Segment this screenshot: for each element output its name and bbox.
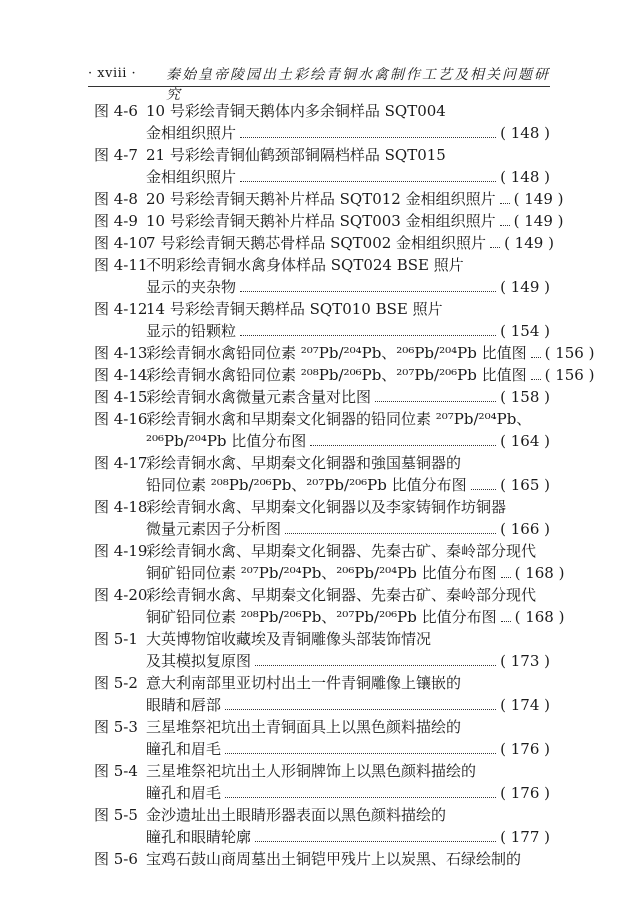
figure-caption: 不明彩绘青铜水禽身体样品 SQT024 BSE 照片	[146, 256, 464, 274]
figure-entry	[94, 804, 550, 848]
page-ref: ( 148 )	[500, 124, 550, 142]
figure-caption: 彩绘青铜水禽微量元素含量对比图	[146, 388, 372, 406]
figure-entry	[94, 408, 550, 452]
page-ref: ( 149 )	[513, 212, 564, 230]
page-ref: ( 149 )	[500, 278, 550, 296]
figure-list	[94, 100, 595, 870]
figure-caption: 意大利南部里亚切村出土一件青铜雕像上镶嵌的	[146, 674, 462, 692]
figure-number: 图 4-13	[94, 344, 148, 362]
figure-caption: 金相组织照片	[146, 124, 237, 142]
leader-dots	[531, 379, 541, 380]
leader-dots	[310, 445, 496, 446]
figure-caption: 彩绘青铜水禽、早期秦文化铜器、先秦古矿、秦岭部分现代	[146, 586, 537, 604]
figure-number: 图 4-20	[94, 586, 148, 604]
figure-entry	[94, 254, 550, 298]
figure-entry	[94, 848, 550, 870]
figure-caption: 三星堆祭祀坑出土人形铜牌饰上以黑色颜料描绘的	[146, 762, 477, 780]
leader-dots	[501, 577, 511, 578]
figure-caption: 铅同位素 ²⁰⁸Pb/²⁰⁶Pb、²⁰⁷Pb/²⁰⁶Pb 比值分布图	[146, 476, 467, 494]
figure-caption: 显示的夹杂物	[146, 278, 237, 296]
figure-entry	[94, 364, 595, 386]
figure-number: 图 4-19	[94, 542, 148, 560]
page-ref: ( 165 )	[500, 476, 550, 494]
figure-entry	[94, 342, 595, 364]
figure-caption: 眼睛和唇部	[146, 696, 222, 714]
figure-caption: 21 号彩绘青铜仙鹤颈部铜隔档样品 SQT015	[146, 146, 446, 164]
figure-entry	[94, 298, 550, 342]
figure-number: 图 5-3	[94, 718, 138, 736]
page-ref: ( 173 )	[500, 652, 550, 670]
leader-dots	[225, 709, 496, 710]
page-ref: ( 148 )	[500, 168, 550, 186]
running-title: 秦始皇帝陵园出土彩绘青铜水禽制作工艺及相关问题研究	[166, 67, 550, 103]
figure-number: 图 4-8	[94, 190, 138, 208]
leader-dots	[240, 181, 496, 182]
figure-entry	[94, 210, 564, 232]
page-ref: ( 164 )	[500, 432, 550, 450]
leader-dots	[375, 401, 496, 402]
figure-caption: 及其模拟复原图	[146, 652, 252, 670]
running-header	[88, 64, 550, 103]
figure-caption: 20 号彩绘青铜天鹅补片样品 SQT012 金相组织照片	[146, 190, 496, 208]
leader-dots	[500, 225, 510, 226]
leader-dots	[531, 357, 541, 358]
figure-caption: 微量元素因子分析图	[146, 520, 282, 538]
page-ref: ( 168 )	[514, 564, 565, 582]
figure-number: 图 4-16	[94, 410, 148, 428]
figure-caption: 14 号彩绘青铜天鹅样品 SQT010 BSE 照片	[146, 300, 443, 318]
leader-dots	[255, 665, 496, 666]
figure-caption: 瞳孔和眉毛	[146, 740, 222, 758]
page-ref: ( 149 )	[504, 234, 554, 252]
leader-dots	[225, 797, 496, 798]
figure-caption: 7 号彩绘青铜天鹅芯骨样品 SQT002 金相组织照片	[146, 234, 487, 252]
page-number: · xviii ·	[88, 66, 137, 81]
leader-dots	[240, 335, 496, 336]
figure-entry	[94, 760, 550, 804]
figure-caption: 彩绘青铜水禽、早期秦文化铜器、先秦古矿、秦岭部分现代	[146, 542, 537, 560]
figure-caption: 瞳孔和眼睛轮廓	[146, 828, 252, 846]
figure-number: 图 5-5	[94, 806, 138, 824]
figure-entry	[94, 232, 554, 254]
figure-number: 图 4-15	[94, 388, 148, 406]
figure-caption: 彩绘青铜水禽铅同位素 ²⁰⁷Pb/²⁰⁴Pb、²⁰⁶Pb/²⁰⁴Pb 比值图	[146, 344, 527, 362]
leader-dots	[471, 489, 497, 490]
figure-number: 图 5-1	[94, 630, 138, 648]
figure-caption: 三星堆祭祀坑出土青铜面具上以黑色颜料描绘的	[146, 718, 462, 736]
figure-caption: 铜矿铅同位素 ²⁰⁸Pb/²⁰⁶Pb、²⁰⁷Pb/²⁰⁶Pb 比值分布图	[146, 608, 497, 626]
figure-number: 图 5-2	[94, 674, 138, 692]
figure-caption: 大英博物馆收藏埃及青铜雕像头部装饰情况	[146, 630, 432, 648]
figure-caption: 彩绘青铜水禽和早期秦文化铜器的铅同位素 ²⁰⁷Pb/²⁰⁴Pb、	[146, 410, 532, 428]
figure-caption: 彩绘青铜水禽、早期秦文化铜器和強国墓铜器的	[146, 454, 462, 472]
figure-entry	[94, 188, 564, 210]
page-ref: ( 176 )	[500, 784, 550, 802]
figure-number: 图 4-6	[94, 102, 138, 120]
leader-dots	[255, 841, 496, 842]
figure-number: 图 4-17	[94, 454, 148, 472]
page-ref: ( 177 )	[500, 828, 550, 846]
figure-entry	[94, 584, 565, 628]
figure-entry	[94, 100, 550, 144]
leader-dots	[240, 137, 496, 138]
figure-number: 图 4-10	[94, 234, 148, 252]
figure-number: 图 5-4	[94, 762, 138, 780]
page-ref: ( 154 )	[500, 322, 550, 340]
figure-entry	[94, 672, 550, 716]
figure-number: 图 4-7	[94, 146, 138, 164]
figure-caption: 显示的铅颗粒	[146, 322, 237, 340]
figure-caption: 瞳孔和眉毛	[146, 784, 222, 802]
figure-caption: 铜矿铅同位素 ²⁰⁷Pb/²⁰⁴Pb、²⁰⁶Pb/²⁰⁴Pb 比值分布图	[146, 564, 497, 582]
leader-dots	[240, 291, 496, 292]
page-ref: ( 166 )	[500, 520, 550, 538]
figure-entry	[94, 628, 550, 672]
page-ref: ( 176 )	[500, 740, 550, 758]
page-ref: ( 168 )	[514, 608, 565, 626]
figure-caption: 宝鸡石鼓山商周墓出土铜铠甲残片上以炭黑、石绿绘制的	[146, 850, 522, 868]
figure-entry	[94, 452, 550, 496]
leader-dots	[500, 203, 510, 204]
figure-caption: ²⁰⁶Pb/²⁰⁴Pb 比值分布图	[146, 432, 307, 450]
leader-dots	[285, 533, 496, 534]
figure-caption: 10 号彩绘青铜天鹅体内多余铜样品 SQT004	[146, 102, 446, 120]
page-ref: ( 149 )	[513, 190, 564, 208]
figure-number: 图 4-18	[94, 498, 148, 516]
page-ref: ( 174 )	[500, 696, 550, 714]
figure-number: 图 4-14	[94, 366, 148, 384]
figure-caption: 金沙遗址出土眼睛形器表面以黑色颜料描绘的	[146, 806, 447, 824]
figure-entry	[94, 386, 550, 408]
leader-dots	[225, 753, 496, 754]
leader-dots	[501, 621, 511, 622]
figure-caption: 金相组织照片	[146, 168, 237, 186]
figure-entry	[94, 144, 550, 188]
figure-entry	[94, 496, 550, 540]
figure-caption: 彩绘青铜水禽铅同位素 ²⁰⁸Pb/²⁰⁶Pb、²⁰⁷Pb/²⁰⁶Pb 比值图	[146, 366, 527, 384]
leader-dots	[490, 247, 500, 248]
figure-caption: 10 号彩绘青铜天鹅补片样品 SQT003 金相组织照片	[146, 212, 496, 230]
figure-caption: 彩绘青铜水禽、早期秦文化铜器以及李家铸铜作坊铜器	[146, 498, 507, 516]
page-ref: ( 156 )	[544, 366, 595, 384]
figure-entry	[94, 540, 565, 584]
figure-number: 图 4-9	[94, 212, 138, 230]
page-ref: ( 156 )	[544, 344, 595, 362]
page-ref: ( 158 )	[500, 388, 550, 406]
figure-number: 图 4-12	[94, 300, 148, 318]
figure-number: 图 4-11	[94, 256, 148, 274]
figure-entry	[94, 716, 550, 760]
figure-number: 图 5-6	[94, 850, 138, 868]
